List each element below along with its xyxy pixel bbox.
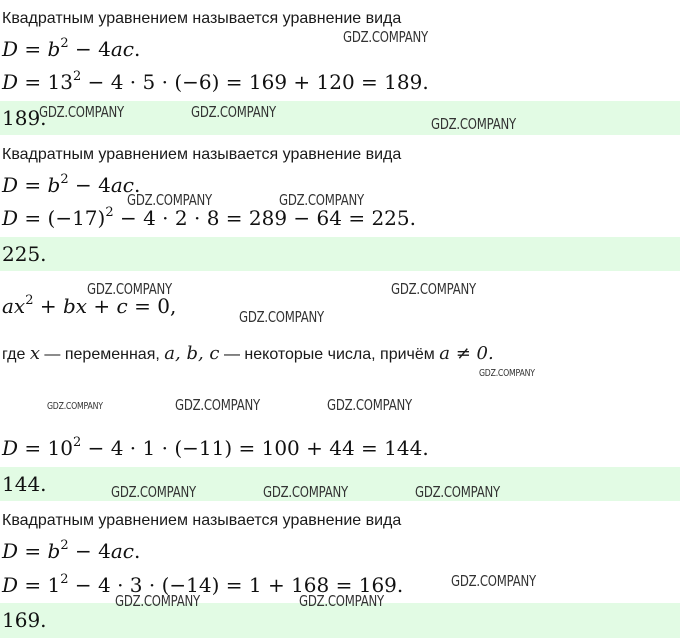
answer-1: 189.: [2, 106, 47, 130]
watermark: GDZ.COMPANY: [111, 483, 196, 501]
calculation-2: $D = (-17)^2 - 4 \cdot 2 \cdot 8 = 289 - 64 = 225$.: [2, 205, 416, 230]
watermark: GDZ.COMPANY: [191, 103, 276, 121]
watermark: GDZ.COMPANY: [39, 103, 124, 121]
watermark: GDZ.COMPANY: [343, 28, 428, 46]
condition: a ≠ 0.: [439, 343, 494, 364]
general-form: $ax^2$ + bx + c = 0,: [2, 293, 177, 318]
watermark: GDZ.COMPANY: [115, 592, 200, 610]
watermark: GDZ.COMPANY: [391, 280, 476, 298]
explanation-middle: — переменная,: [44, 346, 160, 363]
watermark: GDZ.COMPANY: [263, 483, 348, 501]
watermark: GDZ.COMPANY: [327, 396, 412, 414]
watermark: GDZ.COMPANY: [299, 592, 384, 610]
watermark: GDZ.COMPANY: [127, 191, 212, 209]
explanation-line: [2, 343, 494, 364]
definition-text-1: Квадратным уравнением называется уравнение вида: [2, 10, 402, 27]
explanation-suffix: — некоторые числа, причём: [223, 346, 435, 363]
variable-x: x: [29, 343, 40, 364]
answer-band-2: [0, 237, 680, 271]
discriminant-formula-2: $D = b^2 - 4ac$.: [2, 172, 141, 197]
coefficients: a, b, c: [164, 343, 220, 364]
watermark: GDZ.COMPANY: [431, 115, 516, 133]
answer-4: 169.: [2, 608, 47, 632]
answer-3: 144.: [2, 472, 47, 496]
discriminant-formula-1: $D = b^2 - 4ac$.: [2, 36, 141, 61]
calculation-3: $D = 10^2 - 4 \cdot 1 \cdot (-11) = 100 + 44 = 144$.: [2, 435, 429, 460]
discriminant-formula-4: $D = b^2 - 4ac$.: [2, 538, 141, 563]
answer-2: 225.: [2, 242, 47, 266]
definition-text-2: Квадратным уравнением называется уравнение вида: [2, 146, 402, 163]
calculation-1: $D = 13^2 - 4 \cdot 5 \cdot (-6) = 169 + 120 = 189$.: [2, 69, 429, 94]
watermark: GDZ.COMPANY: [479, 368, 535, 379]
watermark: GDZ.COMPANY: [87, 280, 172, 298]
watermark: GDZ.COMPANY: [239, 308, 324, 326]
calculation-4: $D = 1^2 - 4 \cdot 3 \cdot (-14) = 1 + 168 = 169$.: [2, 572, 404, 597]
explanation-prefix: где: [2, 346, 26, 363]
watermark: GDZ.COMPANY: [415, 483, 500, 501]
watermark: GDZ.COMPANY: [175, 396, 260, 414]
definition-text-4: Квадратным уравнением называется уравнение вида: [2, 512, 402, 529]
watermark: GDZ.COMPANY: [279, 191, 364, 209]
watermark: GDZ.COMPANY: [47, 401, 103, 412]
watermark: GDZ.COMPANY: [451, 572, 536, 590]
